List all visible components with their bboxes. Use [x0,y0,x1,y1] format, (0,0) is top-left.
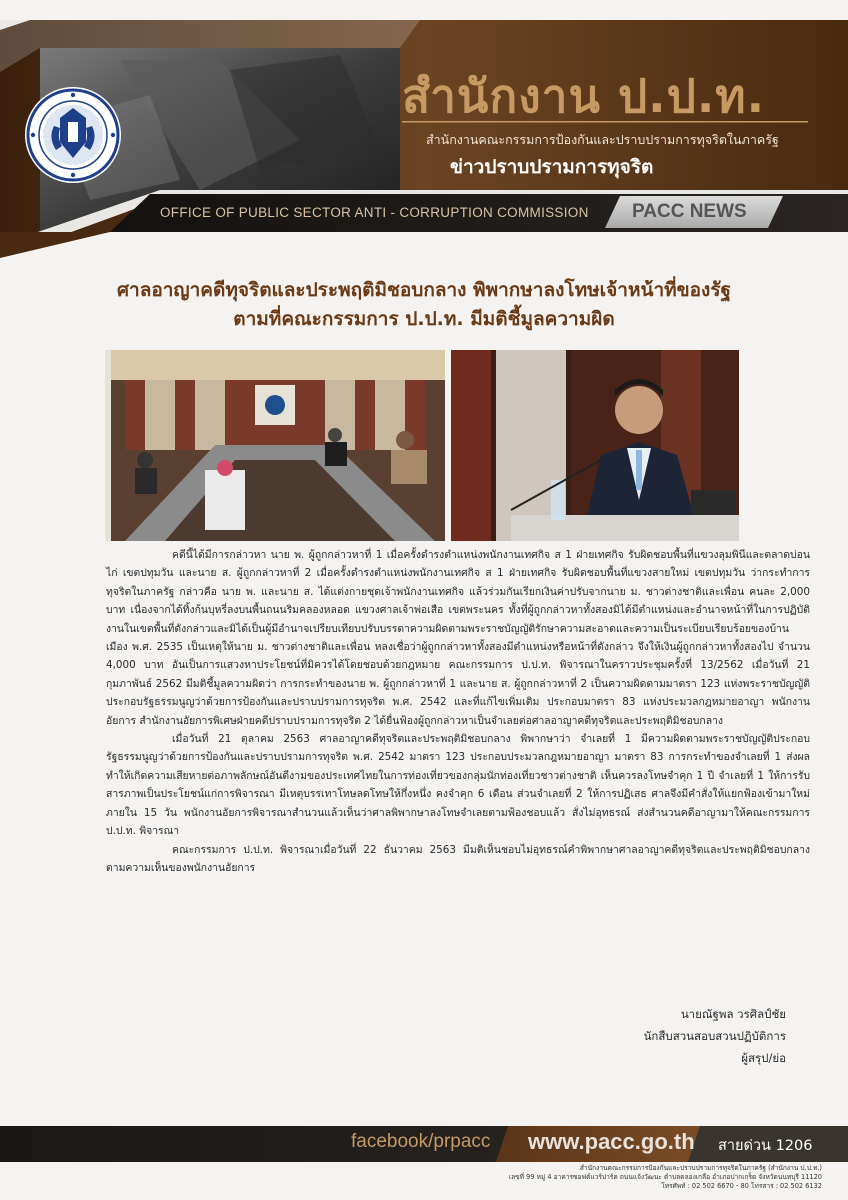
facebook-link[interactable]: facebook/prpacc [351,1131,491,1152]
signatory-name: นายณัฐพล วรศิลป์ชัย [680,1007,786,1021]
paragraph-allegation: คดีนี้ได้มีการกล่าวหา นาย พ. ผู้ถูกกล่าวหาที่ 1 เมื่อครั้งดำรงตำแหน่งพนักงานเทศกิจ ส 1 ฝ่ายเทศกิจ รับผิดชอบพื้นที่แขวงลุมพินีและตลาดบ่อนไก่ เขตปทุมวัน และนาย ส. ผู้ถูกกล่าวหาที่ 2 เมื่อครั้งดำรงตำแหน่งพนักงานเทศกิจ ส 1 ฝ่ายเทศกิจ รับผิดชอบพื้นที่แขวงสายใหม่ เขตปทุมวัน ว่ากระทำการทุจริตในภาครัฐ กล่าวคือ นาย พ. และนาย ส. ได้แต่งกายชุดเจ้าพนักงานเทศกิจ แล้วร่วมกันเรียกเงินค่าปรับจากนาย ม. ชาวต่างชาติและเพื่อน คนละ 2,000 บาท เนื่องจากได้ทิ้งก้นบุหรี่ลงบนพื้นถนนริมคลองหลอด แขวงศาลเจ้าพ่อเสือ เขตพระนคร ทั้งที่ผู้ถูกกล่าวหาทั้งสองมิได้มีตำแหน่งและอำนาจหน้าที่ในการปฏิบัติงานในเขตพื้นที่ดังกล่าวและมิได้เป็นผู้มีอำนาจเปรียบเทียบปรับบรรดาความผิดตามพระราชบัญญัติรักษาความสะอาดและความเป็นระเบียบเรียบร้อยของบ้านเมือง พ.ศ. 2535 เป็นเหตุให้นาย ม. ชาวต่างชาติและเพื่อน หลงเชื่อว่าผู้ถูกกล่าวหาทั้งสองมีตำแหน่งหรือหน้าที่ดังกล่าว จึงให้เงินผู้ถูกกล่าวหาทั้งสองไป จำนวน 4,000 บาท อันเป็นการแสวงหาประโยชน์ที่มิควรได้โดยชอบด้วยกฎหมาย คณะกรรมการ ป.ป.ท. พิจารณาในคราวประชุมครั้งที่ 13/2562 เมื่อวันที่ 21 กุมภาพันธ์ 2562 มีมติชี้มูลความผิดว่า การกระทำของนาย พ. ผู้ถูกกล่าวหาที่ 1 และนาย ส. ผู้ถูกกล่าวหาที่ 2 เป็นความผิดตามมาตรา 123 แห่งพระราชบัญญัติประกอบรัฐธรรมนูญว่าด้วยการป้องกันและปราบปรามการทุจริต พ.ศ. 2542 และที่แก้ไขเพิ่มเติม ประกอบมาตรา 83 แห่งประมวลกฎหมายอาญา พนักงานอัยการ สำนักงานอัยการพิเศษฝ่ายคดีปราบปรามการทุจริต 2 ได้ยื่นฟ้องผู้ถูกกล่าวหาเป็นจำเลยต่อศาลอาญาคดีทุจริตและประพฤติมิชอบกลาง [106,549,810,727]
signature-block [644,1003,786,1069]
signatory-role: ผู้สรุป/ย่อ [741,1051,786,1065]
signatory-position: นักสืบสวนสอบสวนปฏิบัติการ [643,1029,786,1043]
paragraph-committee-decision: คณะกรรมการ ป.ป.ท. พิจารณาเมื่อวันที่ 22 ธันวาคม 2563 มีมติเห็นชอบไม่อุทธรณ์คำพิพากษาศาลอาญาคดีทุจริตและประพฤติมิชอบกลาง ตามความเห็นของพนักงานอัยการ [106,843,810,874]
office-english-name: OFFICE OF PUBLIC SECTOR ANTI - CORRUPTION COMMISSION [160,205,589,220]
agency-address [509,1164,822,1191]
official-portrait-photo [451,350,739,541]
paragraph-verdict: เมื่อวันที่ 21 ตุลาคม 2563 ศาลอาญาคดีทุจริตและประพฤติมิชอบกลาง พิพากษาว่า จำเลยที่ 1 มีความผิดตามพระราชบัญญัติประกอบรัฐธรรมนูญว่าด้วยการป้องกันและปราบปรามการทุจริต พ.ศ. 2542 มาตรา 123 ประกอบประมวลกฎหมายอาญา มาตรา 83 การกระทำของจำเลยที่ 1 ส่งผลทำให้เกิดความเสียหายต่อภาพลักษณ์อันดีงามของประเทศไทยในการท่องเที่ยวของกลุ่มนักท่องเที่ยวชาวต่างชาติ เห็นควรลงโทษจำคุก 1 ปี จำเลยที่ 1 ให้การรับสารภาพเป็นประโยชน์แก่การพิจารณา มีเหตุบรรเทาโทษลดโทษให้กึ่งหนึ่ง คงจำคุก 6 เดือน ส่วนจำเลยที่ 2 ให้การปฏิเสธ ศาลจึงมีคำสั่งให้แยกฟ้องเข้ามาใหม่ภายใน 15 วัน พนักงานอัยการพิจารณาสำนวนแล้วเห็นว่าศาลพิพากษาลงโทษจำเลยตามฟ้องชอบแล้ว สั่งไม่อุทธรณ์ ส่งสำนวนคดีอาญามาให้คณะกรรมการ ป.ป.ท. พิจารณา [106,733,810,838]
headline-line-1: ศาลอาญาคดีทุจริตและประพฤติมิชอบกลาง พิพากษาลงโทษเจ้าหน้าที่ของรัฐ [116,279,732,301]
agency-subtitle: สำนักงานคณะกรรมการป้องกันและปราบปรามการทุจริตในภาครัฐ [426,132,779,147]
article-body [106,546,810,877]
headline-line-2: ตามที่คณะกรรมการ ป.ป.ท. มีมติชี้มูลความผิด [233,308,615,330]
news-headline [60,276,788,334]
pacc-seal-icon [24,86,122,184]
pacc-news-tag: PACC NEWS [632,201,747,222]
address-line-1: สำนักงานคณะกรรมการป้องกันและปราบปรามการทุจริตในภาครัฐ (สำนักงาน ป.ป.ท.) [579,1164,822,1172]
website-link[interactable]: www.pacc.go.th [528,1129,695,1154]
address-line-3: โทรศัพท์ : 02 502 6670 - 80 โทรสาร : 02 502 6132 [661,1182,822,1190]
meeting-room-photo [105,350,445,541]
page-header [0,0,848,258]
address-line-2: เลขที่ 99 หมู่ 4 อาคารซอฟต์แวร์ปาร์ค ถนนแจ้งวัฒนะ ตำบลคลองเกลือ อำเภอปากเกร็ด จังหวัดนนทบุรี 11120 [508,1173,822,1181]
hotline-number: สายด่วน 1206 [718,1138,813,1154]
news-section-title: ข่าวปราบปรามการทุจริต [450,156,654,178]
agency-title: สำนักงาน ป.ป.ท. [402,69,766,123]
